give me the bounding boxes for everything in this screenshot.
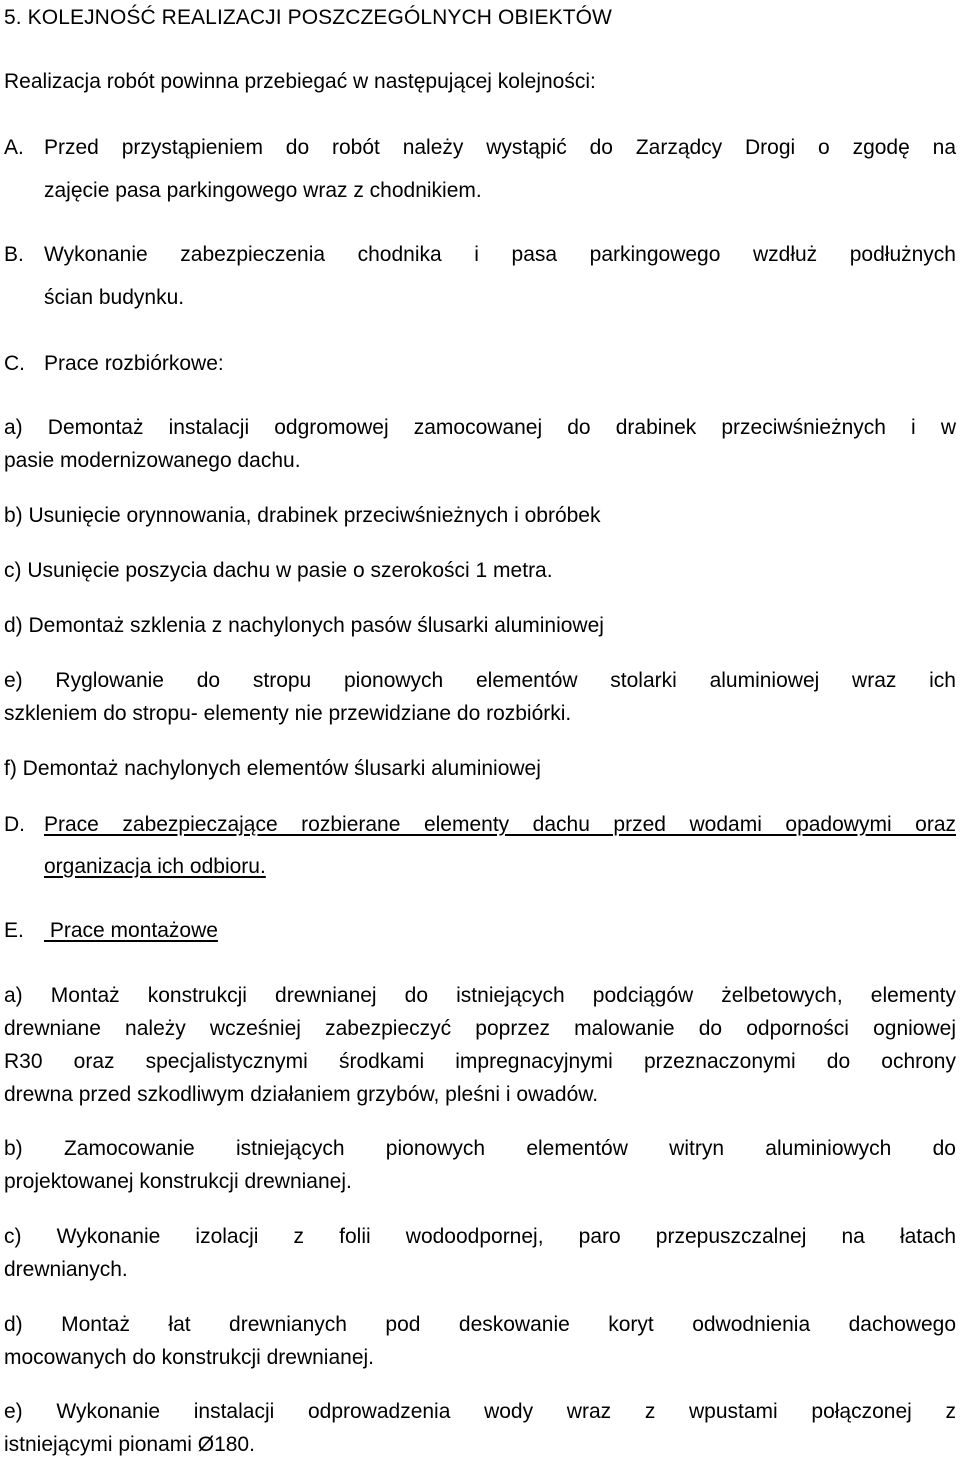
- item-c-title: Prace rozbiórkowe:: [44, 352, 224, 375]
- item-c-d: d) Demontaż szklenia z nachylonych pasów ślusarki aluminiowej: [4, 614, 604, 637]
- item-a-line-2: zajęcie pasa parkingowego wraz z chodnikiem.: [44, 179, 482, 202]
- item-e-b-line-2: projektowanej konstrukcji drewnianej.: [4, 1170, 352, 1193]
- item-a-line-1: Przed przystąpieniem do robót należy wystąpić do Zarządcy Drogi o zgodę na: [44, 136, 956, 159]
- item-a-label: A.: [4, 136, 24, 159]
- section-heading: 5. KOLEJNOŚĆ REALIZACJI POSZCZEGÓLNYCH OBIEKTÓW: [4, 6, 612, 29]
- item-e-e-line-2: istniejącymi pionami Ø180.: [4, 1433, 255, 1456]
- item-b-line-2: ścian budynku.: [44, 286, 185, 309]
- item-e-c-line-2: drewnianych.: [4, 1258, 128, 1281]
- item-e-c-line-1: c) Wykonanie izolacji z folii wodoodpornej, paro przepuszczalnej na łatach: [4, 1225, 956, 1248]
- item-e-b-line-1: b) Zamocowanie istniejących pionowych elementów witryn aluminiowych do: [4, 1137, 956, 1160]
- item-e-title: Prace montażowe: [44, 919, 218, 942]
- item-e-a-line-1: a) Montaż konstrukcji drewnianej do istniejących podciągów żelbetowych, elementy: [4, 984, 956, 1007]
- section-intro: Realizacja robót powinna przebiegać w następującej kolejności:: [4, 70, 596, 93]
- item-c-b: b) Usunięcie orynnowania, drabinek przeciwśnieżnych i obróbek: [4, 504, 601, 527]
- item-e-a-line-2: drewniane należy wcześniej zabezpieczyć poprzez malowanie do odporności ogniowej: [4, 1017, 956, 1040]
- item-e-a-line-4: drewna przed szkodliwym działaniem grzybów, pleśni i owadów.: [4, 1083, 599, 1106]
- item-b-line-1: Wykonanie zabezpieczenia chodnika i pasa parkingowego wzdłuż podłużnych: [44, 243, 956, 266]
- item-d-label: D.: [4, 813, 25, 836]
- item-b-label: B.: [4, 243, 24, 266]
- item-d-line-1: Prace zabezpieczające rozbierane elementy dachu przed wodami opadowymi oraz: [44, 813, 956, 836]
- item-c-f: f) Demontaż nachylonych elementów ślusarki aluminiowej: [4, 757, 541, 780]
- item-c-c: c) Usunięcie poszycia dachu w pasie o szerokości 1 metra.: [4, 559, 553, 582]
- item-e-label: E.: [4, 919, 24, 942]
- item-e-a-line-3: R30 oraz specjalistycznymi środkami impregnacyjnymi przeznaczonymi do ochrony: [4, 1050, 956, 1073]
- item-d-line-2: organizacja ich odbioru.: [44, 855, 266, 878]
- item-c-label: C.: [4, 352, 25, 375]
- item-e-d-line-1: d) Montaż łat drewnianych pod deskowanie koryt odwodnienia dachowego: [4, 1313, 956, 1336]
- item-c-e-line-1: e) Ryglowanie do stropu pionowych elementów stolarki aluminiowej wraz ich: [4, 669, 956, 692]
- item-c-e-line-2: szkleniem do stropu- elementy nie przewidziane do rozbiórki.: [4, 702, 572, 725]
- item-e-d-line-2: mocowanych do konstrukcji drewnianej.: [4, 1346, 375, 1369]
- item-c-a-line-1: a) Demontaż instalacji odgromowej zamocowanej do drabinek przeciwśnieżnych i w: [4, 416, 956, 439]
- item-c-a-line-2: pasie modernizowanego dachu.: [4, 449, 301, 472]
- item-e-e-line-1: e) Wykonanie instalacji odprowadzenia wody wraz z wpustami połączonej z: [4, 1400, 956, 1423]
